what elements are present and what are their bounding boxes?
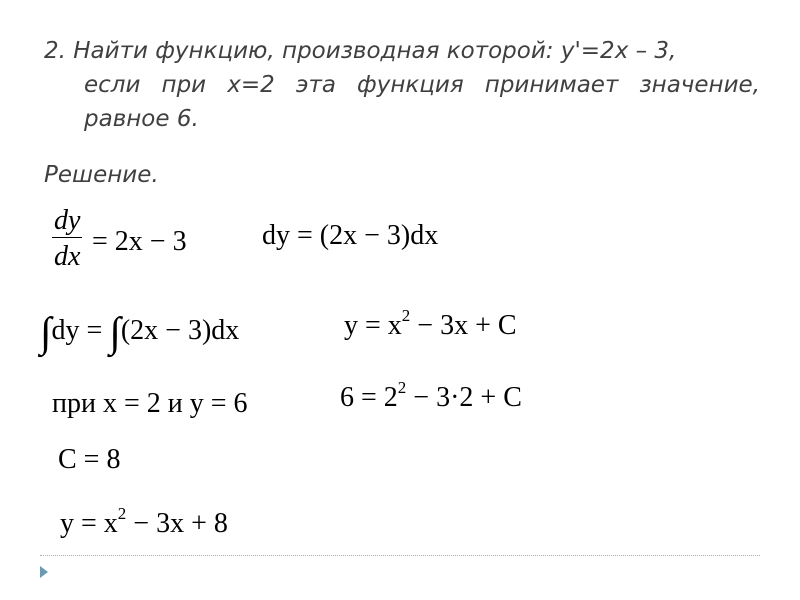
derivative-equation-rhs: = 2x − 3: [92, 226, 187, 257]
antiderivative-part-a: y = x: [344, 310, 402, 341]
answer-exponent: 2: [117, 504, 127, 523]
antiderivative-part-b: − 3x + C: [410, 310, 517, 341]
solution-heading: Решение.: [44, 162, 159, 188]
constant-result: C = 8: [58, 444, 121, 475]
separated-equation: dy = (2x − 3)dx: [262, 220, 439, 251]
answer-part-b: − 3x + 8: [126, 508, 228, 539]
task-line-3: равное 6.: [84, 106, 199, 132]
task-statement: [44, 34, 760, 136]
integral-equation: [40, 312, 239, 354]
answer-part-a: y = x: [60, 508, 118, 539]
footer-divider: [40, 555, 760, 556]
antiderivative-equation: [344, 306, 517, 341]
substitution-equation: [340, 378, 522, 413]
condition-line: при x = 2 и y = 6: [52, 388, 248, 419]
integral-right: (2x − 3)dx: [120, 315, 240, 346]
substitution-exponent: 2: [397, 378, 407, 397]
integral-sign-icon: ∫: [40, 310, 52, 356]
integral-left: dy =: [51, 315, 103, 346]
final-answer: [60, 504, 228, 539]
triangle-bullet-icon: [40, 566, 48, 578]
fraction-denominator: dx: [54, 241, 81, 273]
antiderivative-exponent: 2: [401, 306, 411, 325]
substitution-part-b: − 3·2 + C: [406, 382, 522, 413]
substitution-part-a: 6 = 2: [340, 382, 398, 413]
task-line-1: 2. Найти функцию, производная которой: y'=2x – 3,: [44, 38, 677, 64]
integral-sign-icon: ∫: [109, 310, 121, 356]
fraction-numerator: dy: [52, 206, 82, 238]
derivative-fraction: [52, 206, 82, 272]
task-line-2: если при x=2 эта функция принимает значение,: [84, 72, 760, 98]
